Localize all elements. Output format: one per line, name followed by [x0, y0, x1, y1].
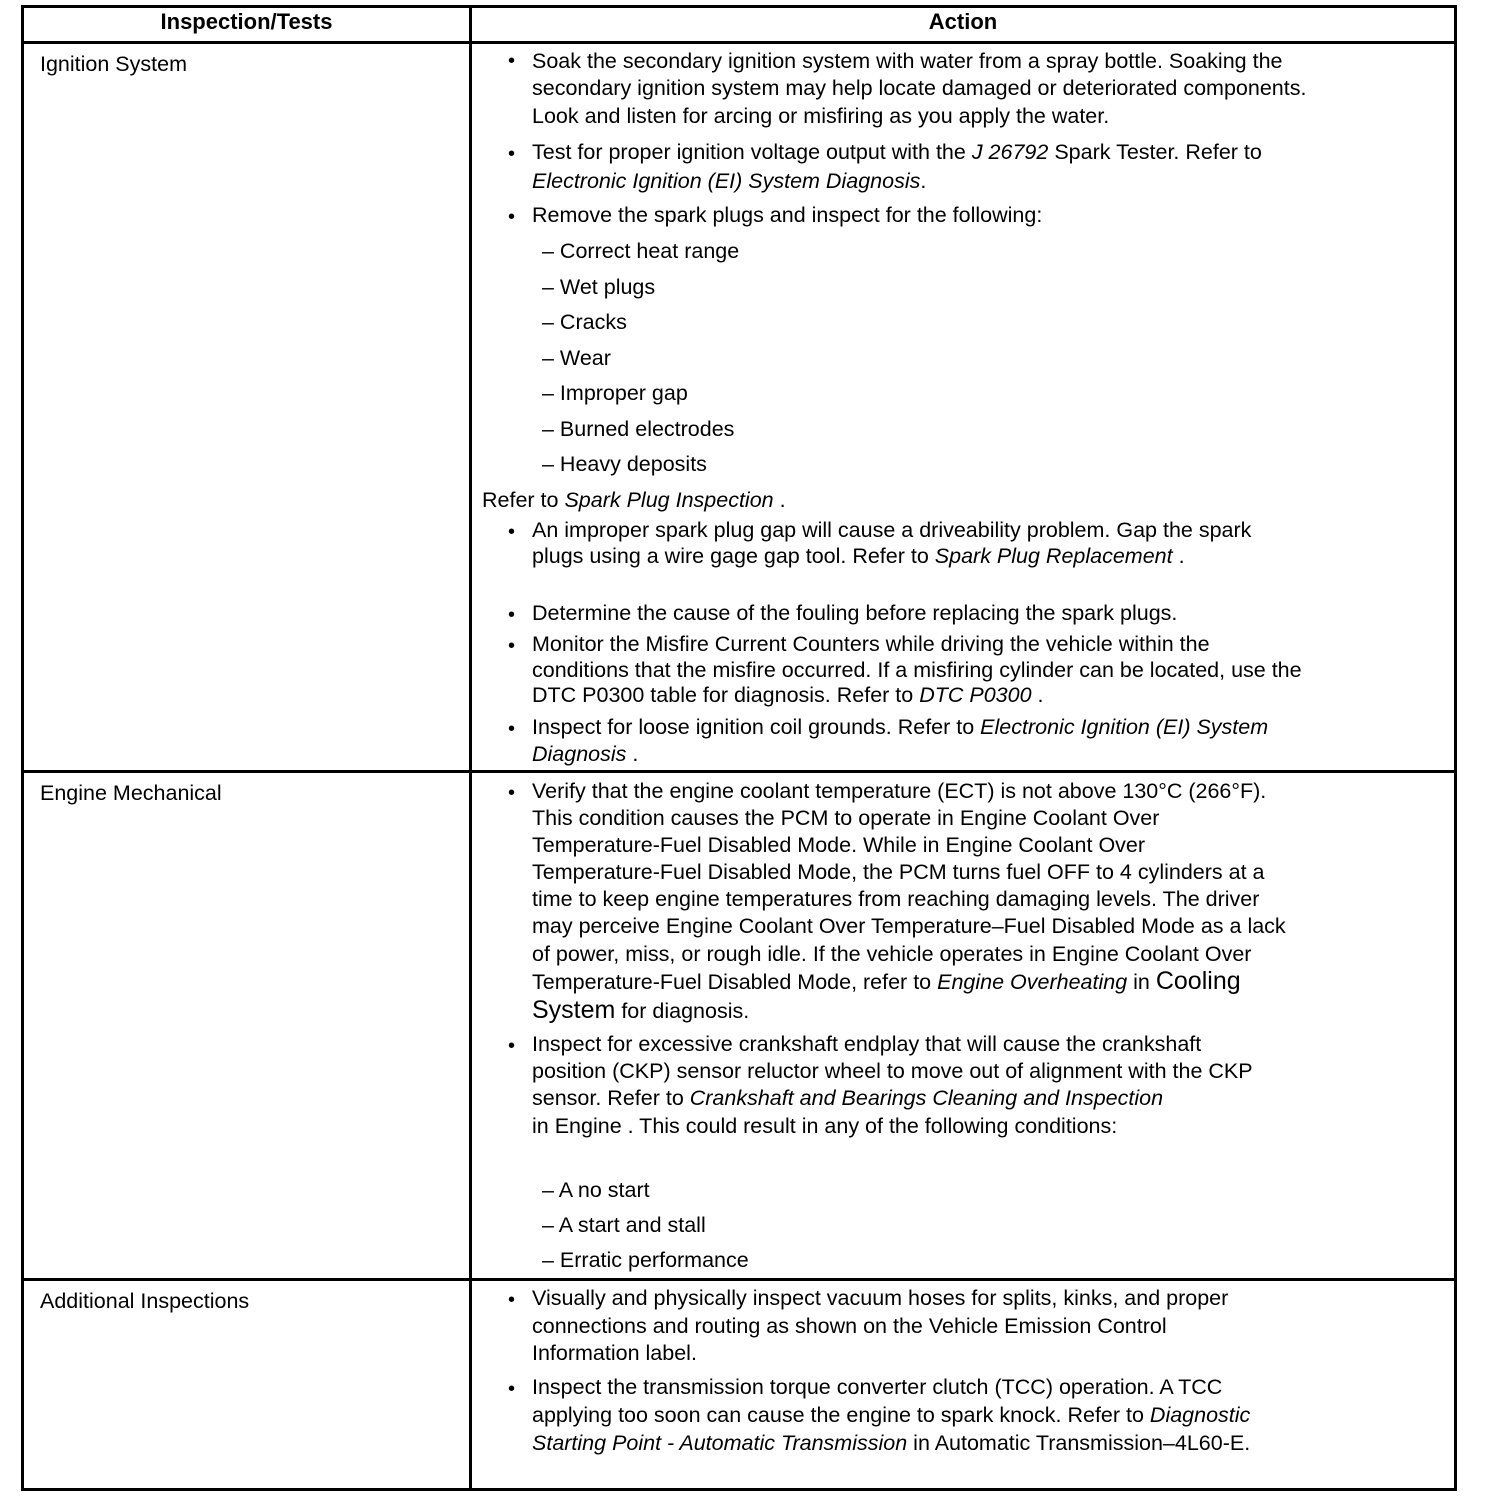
row-label-additional: Additional Inspections [40, 1289, 250, 1313]
doc-ref: Diagnostic [1149, 1403, 1251, 1427]
sub-item: – Wear [542, 346, 611, 370]
row-label-engine: Engine Mechanical [40, 781, 222, 805]
sub-item: – Cracks [542, 310, 627, 334]
row-divider-1 [21, 770, 1457, 773]
doc-ref: DTC P0300 [919, 683, 1032, 707]
table-border-left [21, 5, 24, 1491]
table-border-top [21, 5, 1457, 8]
action-text: An improper spark plug gap will cause a driveability problem. Gap the spark [532, 518, 1252, 542]
tool-ref: J 26792 [971, 140, 1049, 164]
sub-item: – Improper gap [542, 381, 688, 405]
sub-item: – A no start [542, 1178, 650, 1202]
action-text: connections and routing as shown on the Vehicle Emission Control [532, 1314, 1167, 1338]
bullet: • [508, 143, 516, 165]
doc-ref: Spark Plug Replacement [934, 544, 1173, 568]
table-border-bottom [21, 1488, 1457, 1491]
bullet: • [508, 1289, 516, 1311]
action-text: DTC P0300 table for diagnosis. Refer to DTC P0300 . [532, 683, 1044, 707]
action-text: Starting Point - Automatic Transmission in Automatic Transmission–4L60-E. [532, 1431, 1251, 1455]
sub-item: – Wet plugs [542, 275, 656, 299]
action-text: sensor. Refer to Crankshaft and Bearings Cleaning and Inspection [532, 1086, 1164, 1110]
action-text: Inspect for excessive crankshaft endplay that will cause the crankshaft [532, 1032, 1202, 1056]
action-text: Electronic Ignition (EI) System Diagnosis. [532, 169, 927, 193]
sub-item: – Heavy deposits [542, 452, 707, 476]
action-text: Temperature-Fuel Disabled Mode. While in Engine Coolant Over [532, 833, 1146, 857]
sub-item: – Erratic performance [542, 1248, 749, 1272]
action-text: Verify that the engine coolant temperature (ECT) is not above 130°C (266°F). [532, 779, 1267, 803]
refer-line: Refer to Spark Plug Inspection . [482, 488, 786, 512]
action-text: Look and listen for arcing or misfiring as you apply the water. [532, 104, 1110, 128]
bullet: • [508, 206, 516, 228]
sub-item: – Correct heat range [542, 239, 740, 263]
bullet: • [508, 604, 516, 626]
bullet: • [508, 1035, 516, 1057]
column-divider [469, 5, 472, 1491]
bullet: • [508, 782, 516, 804]
action-text: Inspect for loose ignition coil grounds. Refer to Electronic Ignition (EI) System [532, 715, 1269, 739]
action-text: plugs using a wire gage gap tool. Refer to Spark Plug Replacement . [532, 544, 1185, 568]
action-text: time to keep engine temperatures from reaching damaging levels. The driver [532, 887, 1260, 911]
action-text: Determine the cause of the fouling before replacing the spark plugs. [532, 601, 1178, 625]
action-text: This condition causes the PCM to operate in Engine Coolant Over [532, 806, 1160, 830]
row-divider-2 [21, 1278, 1457, 1281]
action-text: position (CKP) sensor reluctor wheel to move out of alignment with the CKP [532, 1059, 1253, 1083]
doc-ref: Electronic Ignition (EI) System [980, 715, 1269, 739]
bullet: • [508, 50, 516, 72]
doc-ref: Crankshaft and Bearings Cleaning and Inspection [689, 1086, 1164, 1110]
doc-ref: Engine Overheating [937, 970, 1128, 994]
action-text: in Engine . This could result in any of the following conditions: [532, 1114, 1118, 1138]
action-text: secondary ignition system may help locate damaged or deteriorated components. [532, 76, 1307, 100]
action-text: Remove the spark plugs and inspect for the following: [532, 203, 1043, 227]
action-text: Inspect the transmission torque converter clutch (TCC) operation. A TCC [532, 1375, 1223, 1399]
action-text: Test for proper ignition voltage output with the J 26792 Spark Tester. Refer to [532, 140, 1262, 164]
sub-item: – Burned electrodes [542, 417, 735, 441]
action-text: of power, miss, or rough idle. If the vehicle operates in Engine Coolant Over [532, 942, 1252, 966]
header-divider [21, 41, 1457, 44]
bullet: • [508, 521, 516, 543]
doc-ref: Spark Plug Inspection [564, 488, 774, 512]
doc-ref: Diagnosis [532, 742, 627, 766]
doc-ref: Electronic Ignition (EI) System Diagnosis [532, 169, 921, 193]
header-action: Action [928, 9, 998, 34]
bullet: • [508, 1378, 516, 1400]
sub-item: – A start and stall [542, 1213, 706, 1237]
doc-ref: Starting Point - Automatic Transmission [532, 1431, 908, 1455]
bullet: • [508, 635, 516, 657]
header-inspection: Inspection/Tests [160, 9, 333, 34]
action-text: conditions that the misfire occurred. If a misfiring cylinder can be located, use the [532, 658, 1302, 682]
action-text: Temperature-Fuel Disabled Mode, refer to Engine Overheating in Cooling [532, 967, 1241, 995]
table-border-right [1454, 5, 1457, 1491]
bullet: • [508, 718, 516, 740]
row-label-ignition: Ignition System [40, 52, 187, 76]
action-text: Temperature-Fuel Disabled Mode, the PCM turns fuel OFF to 4 cylinders at a [532, 860, 1265, 884]
action-text: Diagnosis . [532, 742, 639, 766]
action-text: Information label. [532, 1341, 697, 1365]
action-text: may perceive Engine Coolant Over Temperature–Fuel Disabled Mode as a lack [532, 914, 1286, 938]
action-text: System for diagnosis. [532, 996, 750, 1024]
action-text: Soak the secondary ignition system with water from a spray bottle. Soaking the [532, 49, 1283, 73]
action-text: Visually and physically inspect vacuum hoses for splits, kinks, and proper [532, 1286, 1229, 1310]
action-text: applying too soon can cause the engine to spark knock. Refer to Diagnostic [532, 1403, 1251, 1427]
action-text: Monitor the Misfire Current Counters while driving the vehicle within the [532, 632, 1210, 656]
